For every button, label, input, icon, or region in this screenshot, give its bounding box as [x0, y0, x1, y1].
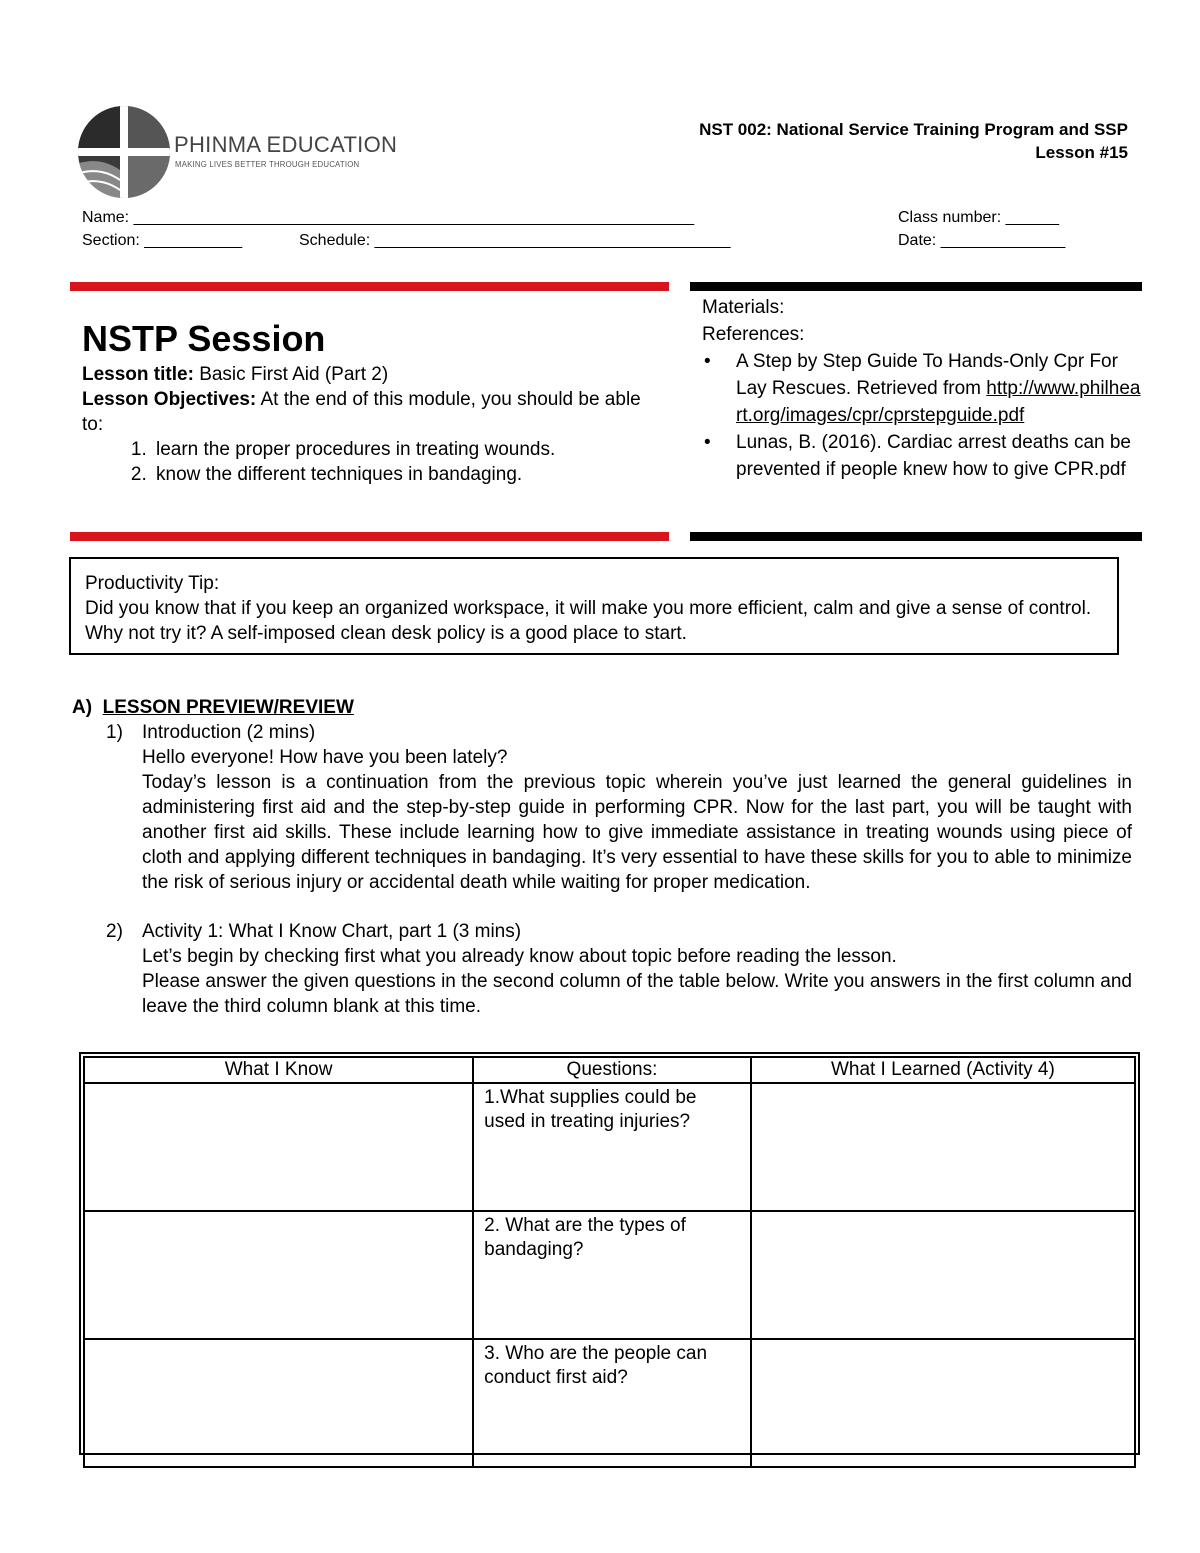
answer-cell[interactable] [84, 1211, 473, 1339]
header-what-i-learned: What I Learned (Activity 4) [751, 1057, 1135, 1083]
introduction-item [72, 720, 1132, 895]
tip-label: Productivity Tip: [85, 573, 220, 594]
session-heading: NSTP Session [82, 318, 326, 359]
learned-cell[interactable] [751, 1083, 1135, 1211]
introduction-body: Today’s lesson is a continuation from the previous topic wherein you’ve just learned the general guidelines in administering first aid and the step-by-step guide in performing CPR. Now for the last part, you will be taught with another first aid skills. These include learning how to give immediate assistance in treating wounds using piece of cloth and applying different techniques in bandaging. It’s very essential to have these skills for you to able to minimize the risk of serious injury or accidental death while waiting for proper medication. [142, 772, 1132, 893]
item-number: 2) [106, 921, 123, 942]
tip-body: Did you know that if you keep an organized workspace, it will make you more efficient, calm and give a sense of control. Why not try it? A self-imposed clean desk policy is a good place to start. [85, 598, 1092, 644]
objectives-list [82, 437, 662, 487]
references-label: References: [702, 324, 805, 345]
black-divider-top [690, 282, 1142, 291]
lesson-title-line [82, 362, 662, 387]
reference-item [704, 348, 1142, 429]
schedule-field[interactable]: Schedule: ________________________________________ [299, 232, 731, 249]
header-questions: Questions: [473, 1057, 751, 1083]
class-number-field[interactable]: Class number: ______ [898, 209, 1059, 226]
answer-cell[interactable] [84, 1339, 473, 1467]
objective-item: 2. know the different techniques in bandaging. [152, 462, 662, 487]
references-panel [702, 294, 1142, 483]
section-field[interactable]: Section: ___________ [82, 232, 243, 249]
reference-text: Lunas, B. (2016). Cardiac arrest deaths can be prevented if people knew how to give CPR.pdf [736, 432, 1132, 480]
course-title: NST 002: National Service Training Program and SSP [699, 120, 1128, 139]
red-divider-bottom [70, 532, 669, 541]
objectives-label: Lesson Objectives: [82, 389, 257, 410]
learned-cell[interactable] [751, 1211, 1135, 1339]
table-row [84, 1211, 1135, 1339]
lesson-preview-section [72, 695, 1132, 1019]
question-cell: 1.What supplies could be used in treating injuries? [473, 1083, 751, 1211]
materials-label: Materials: [702, 297, 785, 318]
chart-header-row [84, 1057, 1135, 1083]
logo-globe-icon [76, 104, 172, 200]
lesson-title-label: Lesson title: [82, 364, 194, 385]
bullet-icon: • [704, 432, 711, 453]
question-cell: 2. What are the types of bandaging? [473, 1211, 751, 1339]
item-number: 1) [106, 722, 123, 743]
objectives-intro: At the end of this module, you should be able to: [82, 389, 641, 435]
black-divider-bottom [690, 532, 1142, 541]
lesson-title: Basic First Aid (Part 2) [199, 364, 389, 385]
logo-tagline: MAKING LIVES BETTER THROUGH EDUCATION [175, 160, 360, 169]
activity-line-2: Please answer the given questions in the second column of the table below. Write you answers in the first column and leave the third column blank at this time. [142, 971, 1132, 1017]
learned-cell[interactable] [751, 1339, 1135, 1467]
objectives-line [82, 387, 662, 437]
bullet-icon: • [704, 351, 711, 372]
name-field[interactable]: Name: _______________________________________________________________ [82, 209, 695, 226]
reference-text: A Step by Step Guide To Hands-Only Cpr For Lay Rescues. Retrieved from [736, 351, 1118, 399]
objective-item: 1. learn the proper procedures in treating wounds. [152, 437, 662, 462]
activity-title: Activity 1: What I Know Chart, part 1 (3 mins) [142, 921, 522, 942]
reference-link[interactable]: http://www.philheart.org/images/cpr/cprstepguide.pdf [736, 378, 1141, 426]
what-i-know-chart [83, 1056, 1136, 1468]
course-header [699, 118, 1128, 164]
phinma-logo [76, 104, 398, 200]
date-field[interactable]: Date: ______________ [898, 232, 1066, 249]
section-heading [72, 695, 1132, 720]
lesson-number: Lesson #15 [1035, 143, 1128, 162]
section-title: LESSON PREVIEW/REVIEW [102, 697, 354, 718]
introduction-title: Introduction (2 mins) [142, 722, 316, 743]
table-row [84, 1083, 1135, 1211]
lesson-info [82, 362, 662, 487]
header-what-i-know: What I Know [84, 1057, 473, 1083]
reference-item [704, 429, 1142, 483]
activity-item [72, 919, 1132, 1019]
question-cell: 3. Who are the people can conduct first aid? [473, 1339, 751, 1467]
answer-cell[interactable] [84, 1083, 473, 1211]
red-divider-top [70, 282, 669, 291]
table-row [84, 1339, 1135, 1467]
references-list [702, 348, 1142, 483]
logo-name: PHINMA EDUCATION [174, 132, 398, 157]
section-letter: A) [72, 697, 93, 718]
activity-line-1: Let’s begin by checking first what you already know about topic before reading the lesson. [142, 946, 897, 967]
introduction-greeting: Hello everyone! How have you been lately? [142, 747, 508, 768]
productivity-tip-box [69, 557, 1119, 655]
